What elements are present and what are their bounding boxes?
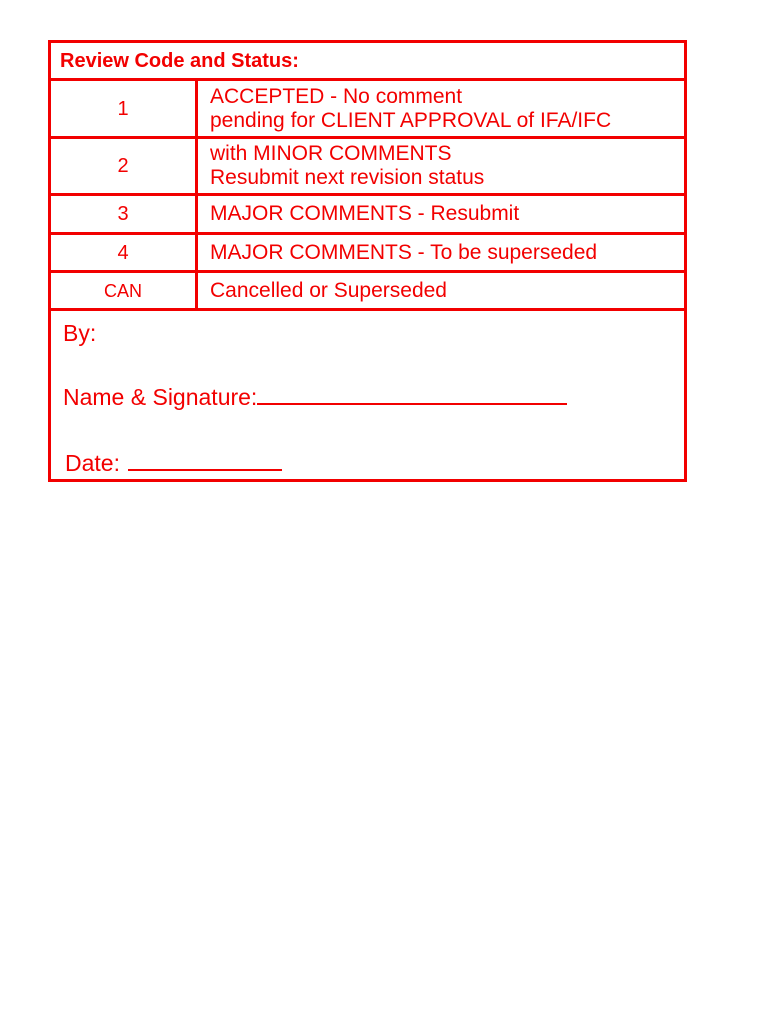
code-cell: 2 bbox=[51, 139, 198, 193]
description-line: with MINOR COMMENTS bbox=[210, 142, 452, 165]
description-cell bbox=[198, 139, 684, 193]
signature-area bbox=[51, 311, 684, 479]
code-row-can bbox=[51, 273, 684, 311]
date-blank bbox=[128, 449, 282, 471]
code-row-1 bbox=[51, 81, 684, 139]
description-line: ACCEPTED - No comment bbox=[210, 84, 463, 108]
description-cell bbox=[198, 273, 684, 308]
description-line: MAJOR COMMENTS - Resubmit bbox=[210, 202, 520, 225]
description-line: MAJOR COMMENTS - To be superseded bbox=[210, 240, 598, 264]
code-row-2 bbox=[51, 139, 684, 196]
code-cell: 3 bbox=[51, 196, 198, 232]
description-line: pending for CLIENT APPROVAL of IFA/IFC bbox=[210, 108, 612, 132]
review-stamp bbox=[48, 40, 687, 482]
by-label: By: bbox=[63, 320, 97, 346]
stamp-title: Review Code and Status: bbox=[60, 50, 299, 72]
description-cell bbox=[198, 196, 684, 232]
code-row-3 bbox=[51, 196, 684, 235]
stamp-title-row bbox=[51, 43, 684, 81]
name-signature-line bbox=[63, 383, 567, 411]
description-line: Cancelled or Superseded bbox=[210, 278, 447, 302]
description-cell bbox=[198, 81, 684, 136]
date-label: Date: bbox=[65, 450, 120, 476]
code-cell: 1 bbox=[51, 81, 198, 136]
code-cell: 4 bbox=[51, 235, 198, 270]
description-cell bbox=[198, 235, 684, 270]
name-signature-blank bbox=[257, 383, 567, 405]
name-signature-label: Name & Signature: bbox=[63, 384, 258, 410]
by-line bbox=[63, 319, 96, 347]
description-line: Resubmit next revision status bbox=[210, 166, 485, 189]
code-row-4 bbox=[51, 235, 684, 273]
code-cell: CAN bbox=[51, 273, 198, 308]
date-line bbox=[65, 449, 282, 477]
